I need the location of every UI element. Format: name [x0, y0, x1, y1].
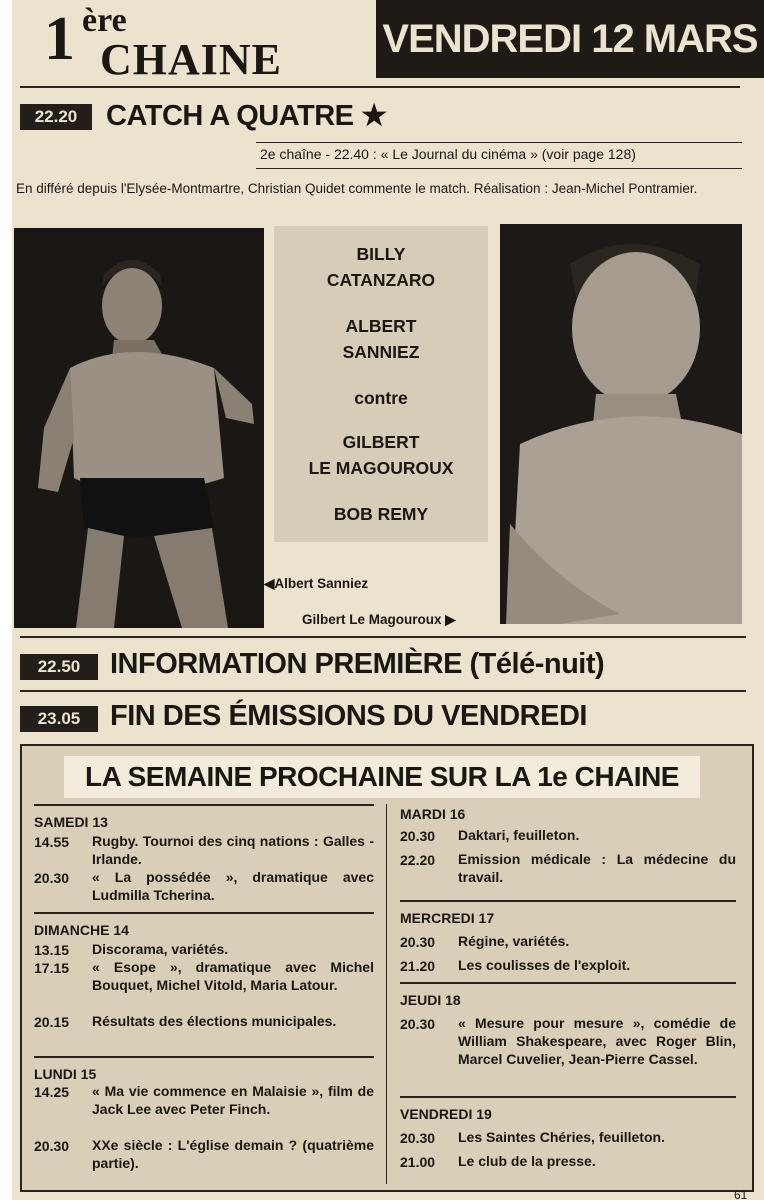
program-title-information: INFORMATION PREMIÈRE (Télé-nuit) [110, 648, 605, 680]
entry-time: 13.15 [34, 942, 70, 958]
program-title-fin: FIN DES ÉMISSIONS DU VENDREDI [110, 700, 587, 732]
entry-text: Le club de la presse. [458, 1153, 596, 1169]
photo-albert-sanniez [14, 228, 264, 628]
entry-time: 21.20 [400, 958, 436, 974]
caption-gilbert-le-magouroux: Gilbert Le Magouroux [302, 612, 442, 627]
fighter-billy: BILLY [356, 244, 406, 264]
photo-gilbert-le-magouroux [500, 224, 742, 624]
day-lundi: LUNDI 15 [34, 1066, 97, 1082]
versus-label: contre [354, 388, 408, 408]
entry-time: 14.55 [34, 834, 70, 850]
entry-time: 21.00 [400, 1154, 436, 1170]
entry-text: « Mesure pour mesure », comédie de William Shakespeare, avec Roger Blin, Marcel Cuvelier, Jean-Pierre Cassel. [458, 1015, 736, 1067]
entry-time: 22.20 [400, 852, 436, 868]
entry-time: 14.25 [34, 1084, 70, 1100]
second-channel-note: 2e chaîne - 22.40 : « Le Journal du cinéma » (voir page 128) [260, 146, 636, 162]
entry-text: Résultats des élections municipales. [92, 1013, 337, 1029]
rule-mercredi [400, 900, 736, 902]
fighter-catanzaro: CATANZARO [326, 270, 436, 290]
entry-text: XXe siècle : L'église demain ? (quatrième partie). [92, 1137, 374, 1171]
entry-time: 20.30 [400, 1130, 436, 1146]
rule-dimanche [34, 912, 374, 914]
entry-time: 20.30 [400, 1016, 436, 1032]
entry-text: « La possédée », dramatique avec Ludmilla Tcherina. [92, 869, 374, 903]
entry-time: 17.15 [34, 960, 70, 976]
entry-text: Emission médicale : La médecine du travail. [458, 851, 736, 885]
channel-number: 1 [44, 5, 75, 73]
fighter-le-magouroux: LE MAGOUROUX [308, 458, 454, 478]
rule-before-2305 [20, 690, 746, 692]
fighter-albert: ALBERT [345, 316, 417, 336]
entry-time: 20.30 [400, 934, 436, 950]
note-rule-top [256, 142, 742, 143]
day-mercredi: MERCREDI 17 [400, 910, 495, 926]
rule-jeudi [400, 982, 736, 984]
entry-text: Régine, variétés. [458, 933, 570, 949]
entry-text: Rugby. Tournoi des cinq nations : Galles - Irlande. [92, 833, 374, 867]
entry-time: 20.30 [34, 1138, 70, 1154]
channel-ordinal-suffix: ère [82, 2, 127, 39]
entry-text: Daktari, feuilleton. [458, 827, 580, 843]
channel-name: CHAINE [100, 35, 283, 84]
day-mardi: MARDI 16 [400, 806, 466, 822]
caption-right [302, 612, 456, 628]
header-rule [20, 86, 740, 88]
entry-time: 20.30 [34, 870, 70, 886]
day-samedi: SAMEDI 13 [34, 814, 108, 830]
fighters-panel [274, 226, 488, 542]
entry-text: Discorama, variétés. [92, 941, 229, 957]
entry-text: « Ma vie commence en Malaisie », film de Jack Lee avec Peter Finch. [92, 1083, 374, 1117]
rule-samedi [34, 804, 374, 806]
rule-vendredi [400, 1096, 736, 1098]
entry-text: Les coulisses de l'exploit. [458, 957, 631, 973]
date-banner: VENDREDI 12 MARS [376, 0, 764, 78]
rule-lundi [34, 1056, 374, 1058]
fighter-bob-remy: BOB REMY [333, 504, 429, 524]
program-time-2305: 23.05 [20, 706, 98, 732]
program-time-2250: 22.50 [20, 654, 98, 680]
entry-time: 20.30 [400, 828, 436, 844]
next-week-title: LA SEMAINE PROCHAINE SUR LA 1e CHAINE [64, 756, 700, 798]
program-title-catch: CATCH A QUATRE ★ [106, 100, 387, 132]
caret-left-icon: ◀ [264, 576, 275, 591]
caption-albert-sanniez: Albert Sanniez [274, 576, 369, 591]
entry-time: 20.15 [34, 1014, 70, 1030]
day-dimanche: DIMANCHE 14 [34, 922, 129, 938]
caption-left [264, 576, 368, 592]
fighter-sanniez: SANNIEZ [342, 342, 420, 362]
column-divider [386, 804, 387, 1184]
day-jeudi: JEUDI 18 [400, 992, 461, 1008]
fighter-gilbert: GILBERT [342, 432, 420, 452]
day-vendredi: VENDREDI 19 [400, 1106, 492, 1122]
program-description: En différé depuis l'Elysée-Montmartre, Christian Quidet commente le match. Réalisation : Jean-Michel Pontramier. [16, 181, 698, 196]
page-number: 61 [734, 1188, 748, 1202]
entry-text: Les Saintes Chéries, feuilleton. [458, 1129, 665, 1145]
program-time-2220: 22.20 [20, 104, 92, 130]
entry-text: « Esope », dramatique avec Michel Bouquet, Michel Vitold, Maria Latour. [92, 959, 374, 993]
rule-before-2250 [20, 636, 746, 638]
caret-right-icon: ▶ [441, 612, 456, 627]
note-rule-bottom [256, 168, 742, 169]
